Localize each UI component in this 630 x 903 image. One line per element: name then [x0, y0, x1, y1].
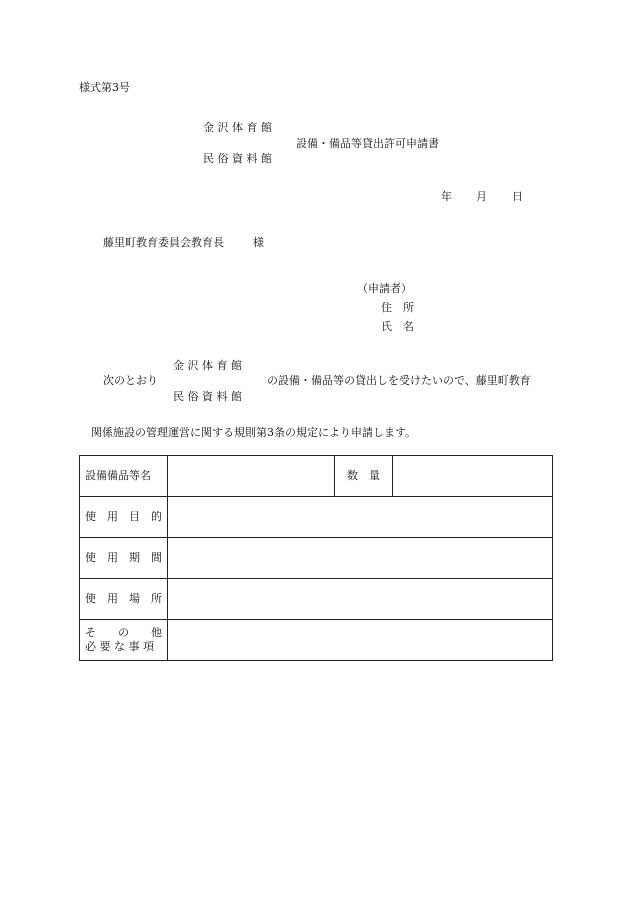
title-facility-2: 民 俗 資 料 館 [203, 152, 272, 165]
body-facility-1: 金 沢 体 育 館 [173, 359, 242, 372]
applicant-heading: （申請者） [357, 282, 412, 295]
date-day: 日 [512, 190, 523, 203]
place-label: 使 用 場 所 [80, 579, 168, 620]
body-suffix: の設備・備品等の貸出しを受けたいので、藤里町教育 [267, 374, 531, 387]
period-value[interactable] [168, 538, 553, 579]
other-value[interactable] [168, 620, 553, 661]
body-prefix: 次のとおり [103, 374, 158, 387]
addressee-honorific: 様 [253, 236, 264, 249]
place-value[interactable] [168, 579, 553, 620]
table-row [80, 538, 553, 579]
purpose-label: 使 用 目 的 [80, 497, 168, 538]
table-row [80, 497, 553, 538]
equipment-value[interactable] [168, 456, 335, 497]
applicant-address-label: 住 所 [381, 301, 414, 314]
body-facility-2: 民 俗 資 料 館 [173, 390, 242, 403]
quantity-label: 数 量 [335, 456, 393, 497]
period-label: 使 用 期 間 [80, 538, 168, 579]
date-year: 年 [441, 190, 452, 203]
title-facility-1: 金 沢 体 育 館 [203, 121, 272, 134]
other-label [80, 620, 168, 661]
form-number: 様式第3号 [79, 81, 130, 94]
applicant-name-label: 氏 名 [381, 320, 414, 333]
other-label-line-1: そ の 他 [85, 626, 162, 639]
table-row [80, 579, 553, 620]
quantity-value[interactable] [393, 456, 553, 497]
table-row-equipment [80, 456, 553, 497]
application-table [79, 455, 553, 661]
page-title: 設備・備品等貸出許可申請書 [296, 137, 439, 150]
purpose-value[interactable] [168, 497, 553, 538]
addressee-name: 藤里町教育委員会教育長 [103, 236, 224, 249]
equipment-label: 設備備品等名 [80, 456, 168, 497]
date-month: 月 [476, 190, 487, 203]
other-label-line-2: 必 要 な 事 項 [85, 640, 154, 653]
body-line-2: 関係施設の管理運営に関する規則第3条の規定により申請します。 [91, 426, 417, 439]
table-row-other [80, 620, 553, 661]
